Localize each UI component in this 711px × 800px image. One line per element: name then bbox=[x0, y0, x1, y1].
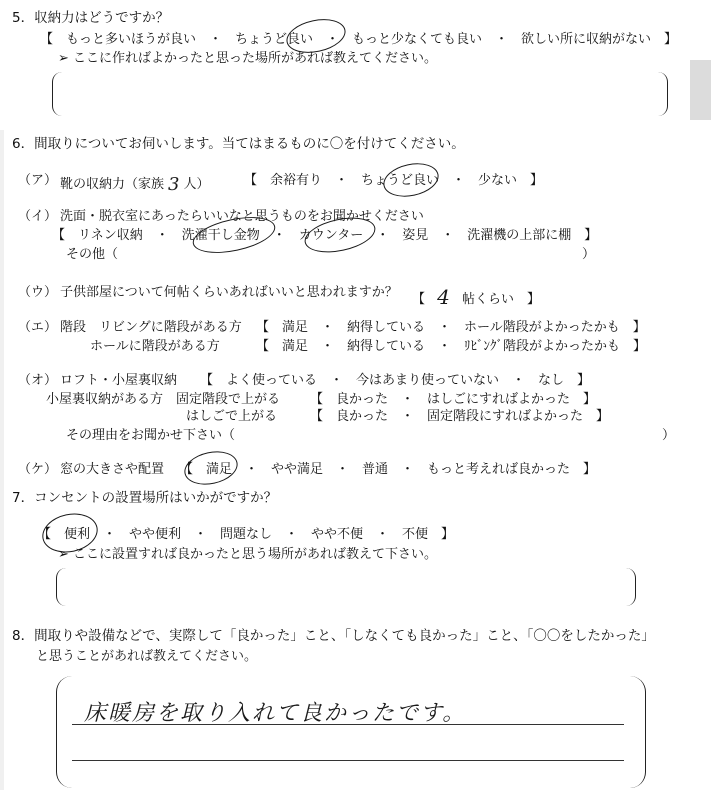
q7-title: 7．コンセントの設置場所はいかがですか？ bbox=[12, 490, 278, 506]
q6-u-open: 【 bbox=[412, 292, 426, 307]
q5-title: 5．収納力はどうですか？ bbox=[12, 10, 170, 26]
q6-a-text-after: 人） bbox=[183, 177, 210, 192]
q6-o-line2-label: 小屋裏収納がある方 固定階段で上がる bbox=[46, 392, 281, 407]
q6-o-label: （オ） bbox=[18, 373, 58, 388]
q6-a-text bbox=[60, 174, 210, 195]
q6-e-line1-options: 【 満足 ・ 納得している ・ ホール階段がよかったかも 】 bbox=[256, 320, 646, 335]
q6-a-text-before: 靴の収納力（家族 bbox=[60, 177, 165, 192]
q8-title-line2: と思うことがあれば教えてください。 bbox=[36, 649, 258, 664]
q7-prompt-text: ここに設置すれば良かったと思う場所があれば教えて下さい。 bbox=[73, 547, 438, 562]
q6-i-text: 洗面・脱衣室にあったらいいなと思うものをお聞かせください bbox=[60, 209, 424, 224]
q6-u-text: 子供部屋について何帖くらいあればいいと思われますか？ bbox=[60, 285, 398, 300]
q7-options: 【 便利 ・ やや便利 ・ 問題なし ・ やや不便 ・ 不便 】 bbox=[38, 527, 455, 542]
scan-artifact bbox=[690, 60, 711, 120]
q6-i-other-open: その他（ bbox=[66, 247, 119, 262]
q6-ke-text: 窓の大きさや配置 bbox=[60, 462, 165, 477]
q6-i-label: （イ） bbox=[18, 209, 58, 224]
q6-u-label: （ウ） bbox=[18, 285, 58, 300]
q6-o-reason-open: その理由をお聞かせ下さい（ bbox=[66, 428, 236, 443]
q7-prompt bbox=[58, 548, 437, 561]
q6-o-line2-options: 【 良かった ・ はしごにすればよかった 】 bbox=[310, 392, 597, 407]
q6-ke-label: （ケ） bbox=[18, 462, 58, 477]
q5-prompt bbox=[58, 52, 437, 65]
q6-a-options: 【 余裕有り ・ ちょうど良い ・ 少ない 】 bbox=[244, 173, 544, 188]
q8-answer-box[interactable] bbox=[56, 676, 646, 788]
q6-ke-selected-circle bbox=[181, 447, 240, 490]
q6-e-line2-label: ホールに階段がある方 bbox=[90, 339, 220, 354]
arrow-icon: ➢ bbox=[58, 547, 69, 562]
q6-e-line2-options: 【 満足 ・ 納得している ・ ﾘﾋﾞﾝｸﾞ階段がよかったかも 】 bbox=[256, 339, 647, 354]
q6-o-line1-label: ロフト・小屋裏収納 bbox=[60, 373, 178, 388]
q6-a-selected-circle bbox=[380, 159, 441, 202]
q8-answer-line-2 bbox=[72, 760, 624, 761]
q6-o-line1-options: 【 よく使っている ・ 今はあまり使っていない ・ なし 】 bbox=[200, 373, 591, 388]
q6-a-family-count: 3 bbox=[168, 174, 180, 195]
q8-title: 8．間取りや設備などで、実際して「良かった」こと、「しなくても良かった」こと、「〇〇をしたかった」 bbox=[12, 628, 655, 644]
q6-title: 6．間取りについてお伺いします。当てはまるものに〇を付けてください。 bbox=[12, 136, 465, 152]
q6-o-line3-label: はしごで上がる bbox=[186, 409, 278, 424]
q5-prompt-text: ここに作ればよかったと思った場所があれば教えてください。 bbox=[73, 51, 438, 66]
q6-u-value: 4 bbox=[437, 285, 450, 309]
q7-answer-box[interactable] bbox=[56, 568, 636, 606]
q6-i-other-close: ） bbox=[582, 247, 596, 262]
q6-a-label: （ア） bbox=[18, 173, 58, 188]
q6-ke-options: 【 満足 ・ やや満足 ・ 普通 ・ もっと考えれば良かった 】 bbox=[180, 462, 597, 477]
q6-u-answer bbox=[412, 285, 541, 309]
q6-i-options: 【 リネン収納 ・ 洗濯干し金物 ・ カウンター ・ 姿見 ・ 洗濯機の上部に棚 】 bbox=[52, 228, 598, 243]
q5-answer-box[interactable] bbox=[52, 72, 668, 116]
q6-o-reason-close: ） bbox=[662, 428, 676, 443]
q5-options: 【 もっと多いほうが良い ・ ちょうど良い ・ もっと少なくても良い ・ 欲しい所に収納がない 】 bbox=[40, 32, 678, 47]
scan-artifact bbox=[0, 130, 4, 790]
q6-e-label: （エ） bbox=[18, 320, 58, 335]
q6-e-line1-label: 階段 リビングに階段がある方 bbox=[60, 320, 242, 335]
q8-handwritten-answer: 床暖房を取り入れて良かったです。 bbox=[84, 701, 467, 726]
q6-o-line3-options: 【 良かった ・ 固定階段にすればよかった 】 bbox=[310, 409, 610, 424]
arrow-icon: ➢ bbox=[58, 51, 69, 66]
q6-u-close: 帖くらい 】 bbox=[462, 292, 541, 307]
